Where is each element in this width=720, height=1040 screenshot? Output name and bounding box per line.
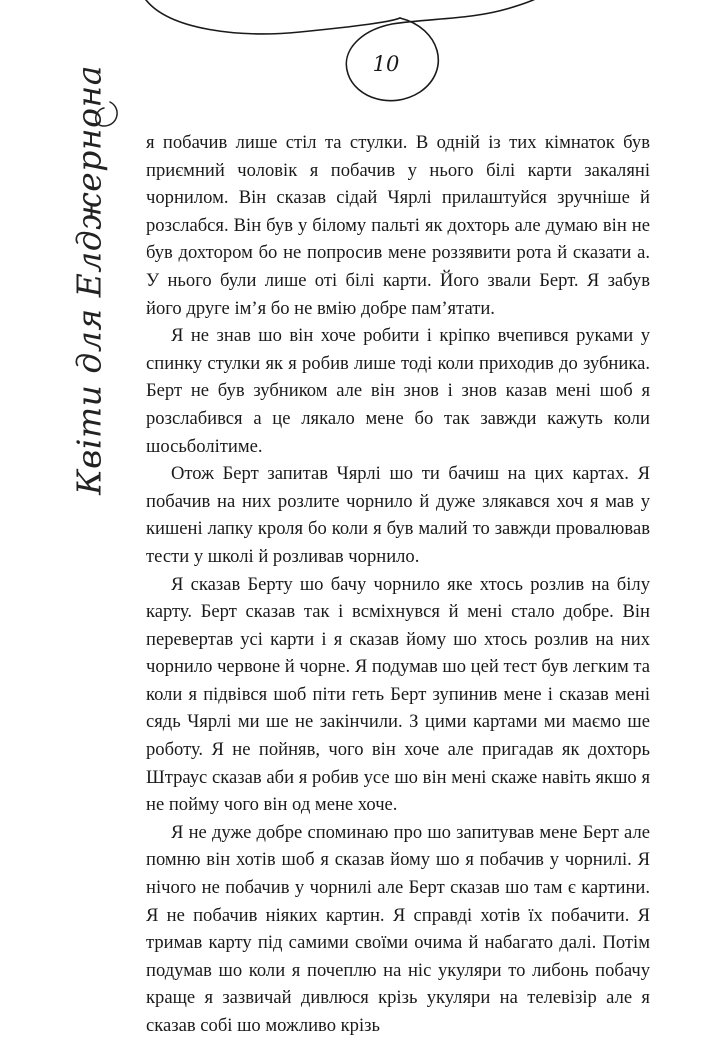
paragraph: я побачив лише стіл та стулки. В одній із тих кімнаток був приємний чоловік я побачив у нього білі карти закаляні чорнилом. Він сказав сідай Чярлі прилаштуйся зручніше й розслабся. Він був у білому пальті як дохторь але думаю він не був дохтором бо не попросив мене роззявити рота й сказати а. У нього були лише оті білі карти. Його звали Берт. Я забув його друге імʼя бо не вмію добре памʼятати. (146, 132, 650, 319)
body-text (146, 129, 650, 1036)
page-number: 10 (372, 52, 400, 76)
paragraph: Я не дуже добре споминаю про шо запитував мене Берт але помню він хотів шоб я сказав йому шо я побачив у чорнилі. Я нічого не побачив у чорнилі але Берт сказав шо там є картини. Я не побачив ніяких картин. Я справді хотів їх побачити. Я тримав карту під самими своїми очима й набагато далі. Потім подумав шо коли я почеплю на ніс укуляри то либонь побачу краще я зазвичай дивлюся крізь укуляри на телевізір але я сказав собі шо можливо крізь (146, 821, 650, 1036)
paragraph: Отож Берт запитав Чярлі шо ти бачиш на цих картах. Я побачив на них розлите чорнило й дуже злякався хоч я мав у кишені лапку кроля бо коли я був малий то завжди провалював тести у школі й розливав чорнило. (146, 463, 650, 567)
running-title-text: Квіти для Елджернона (69, 65, 109, 495)
paragraph: Я сказав Берту шо бачу чорнило яке хтось розлив на білу карту. Берт сказав так і всміхнувся й мені стало добре. Він перевертав усі карти і я сказав йому шо хтось розлив на них чорнило червоне й чорне. Я подумав шо цей тест був легким та коли я підвівся шоб піти геть Берт зупинив мене і сказав мені сядь Чярлі ми ше не закінчили. З цими картами ми маємо ше роботу. Я не пойняв, чого він хоче але пригадав як дохторь Штраус сказав аби я робив усе шо він мені скаже навіть якшо я не пойму чого він од мене хоче. (146, 573, 650, 816)
paragraph: Я не знав шо він хоче робити і кріпко вчепився руками у спинку стулки як я робив лише тоді коли приходив до зубника. Берт не був зубником але він знов і знов казав мені шоб я розслабився а це лякало мене бо так завжди кажуть коли шосьболітиме. (146, 325, 650, 457)
running-title (34, 65, 144, 495)
